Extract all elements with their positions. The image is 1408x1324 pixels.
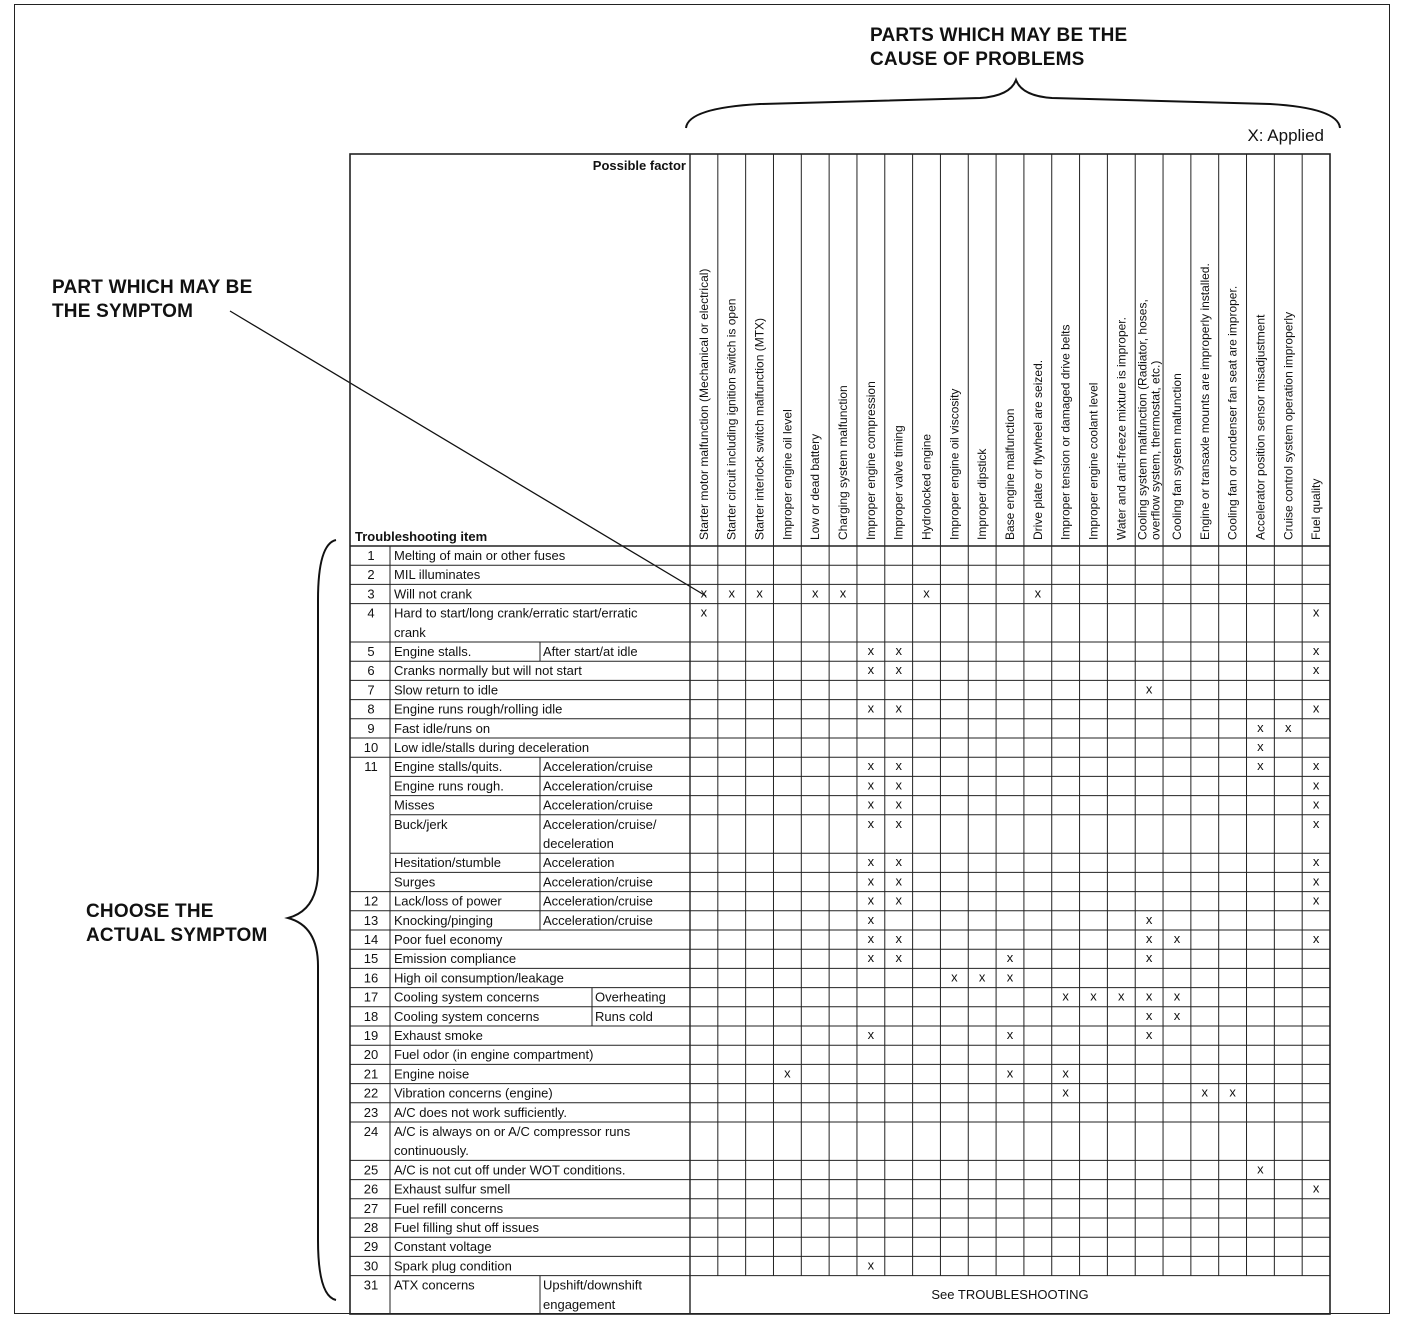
applied-mark: x — [895, 662, 902, 678]
applied-mark: x — [867, 950, 875, 966]
choose-symptom-label-line1: CHOOSE THE — [86, 901, 214, 922]
symptom-text: A/C does not work sufficiently. — [394, 1104, 567, 1120]
factor-header: Hydrolocked engine — [919, 433, 934, 540]
item-number: 31 — [363, 1277, 379, 1293]
applied-mark: x — [1145, 950, 1153, 966]
factor-header: Improper engine coolant level — [1086, 382, 1101, 540]
condition-text: Acceleration — [543, 855, 615, 871]
item-number: 27 — [363, 1200, 379, 1216]
item-number: 18 — [363, 1008, 379, 1024]
matrix-grid — [350, 154, 1330, 1314]
item-number: 20 — [363, 1047, 379, 1063]
factor-header: Cooling fan system malfunction — [1169, 373, 1184, 540]
symptom-text: Surges — [394, 874, 436, 890]
applied-mark: x — [1312, 892, 1320, 908]
symptom-text: Fast idle/runs on — [394, 720, 491, 736]
symptom-text: Low idle/stalls during deceleration — [394, 740, 590, 755]
item-number: 10 — [363, 740, 379, 755]
item-number: 1 — [367, 548, 375, 563]
symptom-text: Engine runs rough. — [394, 778, 504, 794]
condition-text: Acceleration/cruise — [543, 778, 653, 794]
applied-mark: x — [895, 815, 902, 831]
applied-mark: x — [867, 873, 875, 889]
applied-mark: x — [867, 1257, 875, 1273]
factor-header: Improper tension or damaged drive belts — [1058, 324, 1073, 540]
factor-header: Cooling fan or condenser fan seat are improper. — [1225, 285, 1240, 540]
symptom-text: Melting of main or other fuses — [394, 548, 566, 563]
symptom-text: continuously. — [394, 1143, 469, 1159]
condition-text: Acceleration/cruise — [543, 912, 653, 928]
symptom-text: Fuel refill concerns — [394, 1200, 504, 1216]
applied-mark: x — [895, 796, 902, 812]
applied-mark: x — [867, 777, 875, 793]
applied-mark: x — [1173, 931, 1181, 946]
item-number: 2 — [367, 567, 375, 583]
condition-text: Runs cold — [595, 1008, 653, 1024]
applied-mark: x — [1006, 1027, 1014, 1042]
applied-mark: x — [1145, 931, 1153, 946]
item-number: 24 — [363, 1124, 379, 1139]
symptom-text: Lack/loss of power — [394, 893, 502, 909]
symptom-text: Engine stalls/quits. — [394, 759, 503, 775]
applied-mark: x — [867, 1027, 875, 1042]
symptom-text: Vibration concerns (engine) — [394, 1085, 553, 1101]
matrix-border — [350, 154, 1330, 1314]
symptom-text: Emission compliance — [394, 951, 517, 967]
applied-mark: x — [867, 911, 875, 927]
condition-text: Acceleration/cruise — [543, 759, 653, 775]
applied-mark: x — [867, 931, 875, 946]
applied-mark: x — [1312, 662, 1320, 678]
item-number: 30 — [363, 1258, 379, 1274]
factor-header: Accelerator position sensor misadjustment — [1253, 314, 1268, 540]
item-number: 8 — [367, 701, 375, 717]
symptom-text: MIL illuminates — [394, 567, 481, 583]
applied-mark: x — [1145, 1027, 1153, 1042]
symptom-part-label-line2: THE SYMPTOM — [52, 301, 194, 322]
applied-mark: x — [1257, 1161, 1264, 1177]
applied-mark: x — [839, 585, 847, 601]
symptom-text: ATX concerns — [394, 1277, 475, 1293]
factor-header: Improper engine oil viscosity — [947, 388, 962, 540]
factor-header: Improper valve timing — [891, 425, 906, 540]
item-number: 29 — [363, 1239, 379, 1255]
symptom-text: A/C is not cut off under WOT conditions. — [394, 1162, 626, 1178]
applied-mark: x — [728, 585, 735, 601]
factor-header: Starter circuit including ignition switch is open — [724, 298, 739, 540]
applied-mark: x — [895, 931, 902, 946]
applied-mark: x — [1173, 988, 1181, 1004]
applied-mark: x — [1312, 777, 1320, 793]
item-number: 16 — [363, 970, 379, 986]
factor-header: Engine or transaxle mounts are improperly installed. — [1197, 263, 1212, 540]
symptom-text: Fuel odor (in engine compartment) — [394, 1047, 594, 1063]
factor-header: Improper engine oil level — [780, 409, 795, 540]
applied-mark: x — [1006, 950, 1014, 966]
legend-applied: X: Applied — [1247, 126, 1324, 145]
symptom-text: Hesitation/stumble — [394, 855, 501, 871]
see-troubleshooting-note: See TROUBLESHOOTING — [931, 1286, 1089, 1302]
applied-mark: x — [867, 892, 875, 908]
applied-mark: x — [1312, 815, 1320, 831]
applied-mark: x — [756, 585, 763, 601]
applied-mark: x — [1312, 643, 1320, 658]
symptom-text: Cooling system concerns — [394, 989, 540, 1005]
applied-mark: x — [1229, 1084, 1236, 1100]
matrix-content — [355, 158, 1323, 1312]
item-number: 22 — [363, 1085, 379, 1101]
condition-text: Acceleration/cruise — [543, 797, 653, 813]
condition-text: Acceleration/cruise — [543, 893, 653, 909]
factor-header: Cruise control system operation improperly — [1281, 311, 1296, 540]
applied-mark: x — [1145, 1007, 1153, 1023]
symptom-text: Exhaust smoke — [394, 1028, 483, 1043]
factor-header: Improper dipstick — [975, 448, 990, 540]
symptom-part-label-line1: PART WHICH MAY BE — [52, 277, 253, 298]
applied-mark: x — [895, 950, 902, 966]
item-number: 5 — [367, 644, 375, 659]
factor-header: Starter interlock switch malfunction (MTX) — [752, 317, 767, 540]
item-number: 17 — [363, 989, 379, 1005]
symptom-text: Engine runs rough/rolling idle — [394, 701, 563, 717]
item-number: 28 — [363, 1220, 379, 1235]
item-number: 19 — [363, 1028, 379, 1043]
item-number: 21 — [363, 1066, 379, 1082]
factor-header: Charging system malfunction — [836, 385, 851, 540]
item-number: 9 — [367, 720, 375, 736]
symptom-text: crank — [394, 624, 426, 640]
applied-mark: x — [951, 969, 958, 985]
item-number: 12 — [363, 893, 379, 909]
applied-mark: x — [1312, 796, 1320, 812]
applied-mark: x — [1312, 854, 1320, 870]
parts-brace — [686, 80, 1340, 128]
applied-mark: x — [1257, 719, 1264, 735]
condition-text: Acceleration/cruise/ — [543, 816, 657, 832]
applied-mark: x — [867, 643, 875, 658]
possible-factor-label: Possible factor — [592, 158, 686, 173]
applied-mark: x — [1312, 931, 1320, 946]
applied-mark: x — [700, 585, 708, 601]
factor-header: Cooling system malfunction (Radiator, hoses, — [1135, 299, 1150, 540]
applied-mark: x — [895, 873, 902, 889]
applied-mark: x — [1062, 988, 1069, 1004]
applied-mark: x — [1034, 585, 1042, 601]
condition-text: Acceleration/cruise — [543, 874, 653, 890]
applied-mark: x — [1257, 739, 1264, 754]
choose-symptom-label-line2: ACTUAL SYMPTOM — [86, 925, 268, 946]
symptom-text: Slow return to idle — [394, 682, 499, 698]
troubleshooting-item-label: Troubleshooting item — [355, 529, 488, 544]
applied-mark: x — [1312, 700, 1320, 716]
condition-text: deceleration — [543, 836, 614, 851]
item-number: 26 — [363, 1181, 379, 1197]
symptom-text: Buck/jerk — [394, 816, 448, 832]
applied-mark: x — [1285, 719, 1292, 735]
parts-title-line2: CAUSE OF PROBLEMS — [870, 49, 1085, 70]
factor-header: overflow system, thermostat, etc.) — [1148, 360, 1163, 540]
applied-mark: x — [1145, 681, 1153, 697]
applied-mark: x — [1090, 988, 1097, 1004]
applied-mark: x — [895, 777, 902, 793]
factor-header: Improper engine compression — [863, 381, 878, 540]
symptom-text: Poor fuel economy — [394, 932, 503, 947]
symptom-text: Misses — [394, 797, 435, 813]
applied-mark: x — [1062, 1065, 1069, 1081]
applied-mark: x — [1173, 1007, 1181, 1023]
symptom-text: Fuel filling shut off issues — [394, 1220, 539, 1235]
symptom-text: Engine noise — [394, 1066, 470, 1082]
applied-mark: x — [895, 892, 902, 908]
symptom-brace — [288, 540, 336, 1300]
condition-text: Upshift/downshift — [543, 1277, 642, 1293]
factor-header: Starter motor malfunction (Mechanical or electrical) — [696, 268, 711, 540]
symptom-text: Engine stalls. — [394, 644, 472, 659]
applied-mark: x — [1312, 1180, 1320, 1196]
applied-mark: x — [978, 969, 986, 985]
item-number: 25 — [363, 1162, 379, 1178]
applied-mark: x — [1201, 1084, 1209, 1100]
symptom-text: Will not crank — [394, 586, 473, 602]
applied-mark: x — [895, 758, 902, 774]
applied-mark: x — [1257, 758, 1264, 774]
applied-mark: x — [1006, 1065, 1014, 1081]
applied-mark: x — [867, 700, 875, 716]
factor-header: Fuel quality — [1309, 478, 1324, 540]
symptom-text: Hard to start/long crank/erratic start/erratic — [394, 605, 638, 621]
applied-mark: x — [1312, 604, 1320, 620]
symptom-text: High oil consumption/leakage — [394, 970, 564, 986]
applied-mark: x — [895, 643, 902, 658]
item-number: 7 — [367, 682, 375, 698]
applied-mark: x — [811, 585, 819, 601]
item-number: 4 — [367, 605, 375, 621]
factor-header: Water and anti-freeze mixture is improper. — [1114, 317, 1129, 540]
applied-mark: x — [867, 758, 875, 774]
condition-text: After start/at idle — [543, 644, 638, 659]
applied-mark: x — [895, 854, 902, 870]
applied-mark: x — [1118, 988, 1125, 1004]
applied-mark: x — [867, 815, 875, 831]
item-number: 6 — [367, 663, 375, 679]
symptom-text: Spark plug condition — [394, 1258, 512, 1274]
symptom-text: Knocking/pinging — [394, 912, 494, 928]
condition-text: Overheating — [595, 989, 666, 1005]
applied-mark: x — [784, 1065, 791, 1081]
symptom-text: Cooling system concerns — [394, 1008, 540, 1024]
applied-mark: x — [867, 854, 875, 870]
item-number: 11 — [364, 759, 378, 775]
item-number: 3 — [367, 586, 375, 602]
applied-mark: x — [1312, 758, 1320, 774]
applied-mark: x — [1145, 911, 1153, 927]
applied-mark: x — [895, 700, 902, 716]
symptom-text: Constant voltage — [394, 1239, 492, 1255]
item-number: 23 — [363, 1104, 379, 1120]
applied-mark: x — [1062, 1084, 1069, 1100]
symptom-text: Exhaust sulfur smell — [394, 1181, 511, 1197]
factor-header: Base engine malfunction — [1003, 408, 1017, 540]
item-number: 13 — [363, 912, 379, 928]
applied-mark: x — [1006, 969, 1014, 985]
applied-mark: x — [1145, 988, 1153, 1004]
item-number: 15 — [363, 951, 379, 967]
applied-mark: x — [700, 604, 708, 620]
item-number: 14 — [363, 932, 379, 947]
condition-text: engagement — [543, 1296, 616, 1312]
parts-title-line1: PARTS WHICH MAY BE THE — [870, 25, 1128, 46]
factor-header: Drive plate or flywheel are seized. — [1030, 359, 1045, 540]
applied-mark: x — [1312, 873, 1320, 889]
symptom-text: Cranks normally but will not start — [394, 663, 582, 679]
applied-mark: x — [923, 585, 930, 601]
factor-header: Low or dead battery — [808, 433, 823, 540]
applied-mark: x — [867, 796, 875, 812]
symptom-text: A/C is always on or A/C compressor runs — [394, 1124, 631, 1139]
applied-mark: x — [867, 662, 875, 678]
